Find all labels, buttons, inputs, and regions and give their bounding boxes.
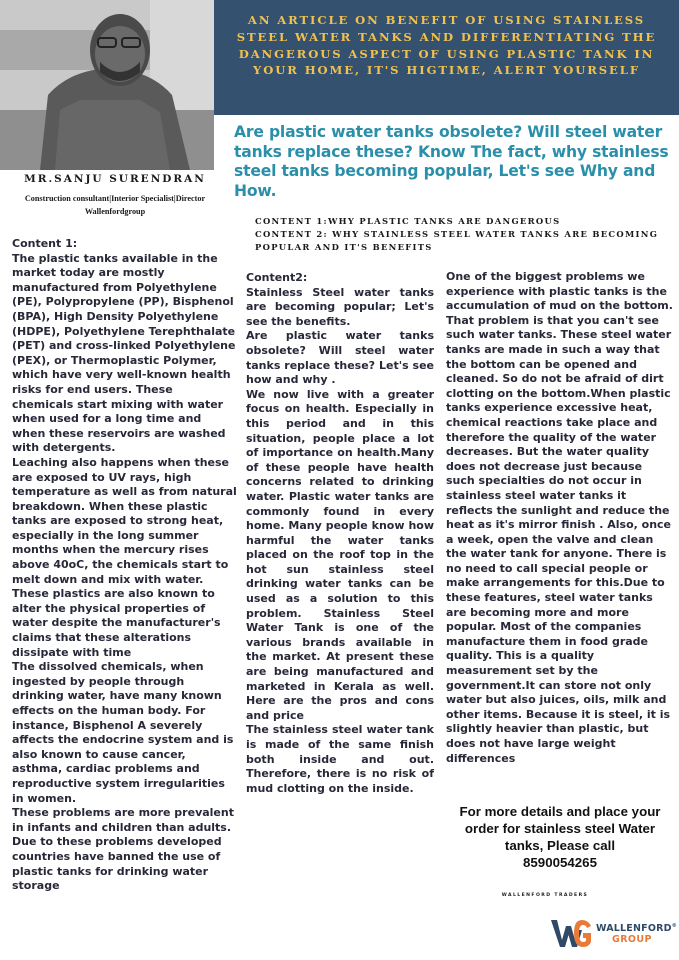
contents-list xyxy=(255,215,675,254)
contents-item-2: CONTENT 2: WHY STAINLESS STEEL WATER TANKS ARE BECOMING POPULAR AND IT'S BENEFITS xyxy=(255,229,659,252)
author-role-title: Construction consultant|Interior Specialist|Director xyxy=(24,194,206,203)
logo-wordmark xyxy=(596,921,677,945)
article-subtitle: Are plastic water tanks obsolete? Will steel water tanks replace these? Know The fact, why stainless steel tanks becoming popular, Let's see Why and How. xyxy=(234,123,669,200)
call-to-action xyxy=(445,803,675,871)
column1-paragraph: The dissolved chemicals, when ingested by people through drinking water, have many known effects on the human body. For instance, Bisphenol A severely affects the endocrine system and is also known to cause cancer, asthma, cardiac problems and reproductive system irregularities in women. xyxy=(12,660,234,805)
column2-paragraph: Stainless Steel water tanks are becoming popular; Let's see the benefits. xyxy=(246,285,434,328)
column3-paragraph: One of the biggest problems we experience with plastic tanks is the accumulation of mud on the bottom. That problem is that you can't see such water tanks. These steel water tanks are made in such a way that the bottom can be opened and cleaned. So do not be afraid of dirt clotting on the bottom.When plastic tanks experience excessive heat, chemical reactions take place and therefore the quality of the water decreases. But the water quality does not decrease just because such specialties do not occur in stainless steel water tanks it reflects the sunlight and reduce the heat as it's mirror finish . Also, once a week, open the valve and clean the water tank for anyone. There is no need to call special people or make arrangements for this.Due to these features, steel water tanks are becoming more and more popular. Most of the companies manufacture them in food grade quality. This is a quality measurement set by the government.It can store not only water but also juices, oils, milk and other items. Because it is steel, it is slightly heavier than plastic, but does not have large weight differences xyxy=(446,270,673,765)
wg-monogram-icon xyxy=(550,916,592,950)
cta-text: For more details and place your order for stainless steel Water tanks, Please call xyxy=(459,804,661,853)
column-content-2 xyxy=(246,271,434,796)
column1-heading: Content 1: xyxy=(12,237,78,250)
column1-paragraph: The plastic tanks available in the market today are mostly manufactured from Polyethylene (PE), Polypropylene (PP), Bisphenol (BPA), High Density Polyethylene (HDPE), Polyethylene Terephthalate (PET) and cross-linked Polyethylene (PEX), or Thermoplastic Polymer, which have very well-known health risks for end users. These chemicals start mixing with water when used for a long time and when these reservoirs are washed with detergents. xyxy=(12,251,236,455)
column2-heading: Content2: xyxy=(246,271,308,284)
title-banner xyxy=(214,0,679,115)
cta-phone[interactable]: 8590054265 xyxy=(523,855,597,870)
author-portrait-icon xyxy=(0,0,214,170)
column-content-1 xyxy=(12,237,237,894)
logo-line1: WALLENFORD xyxy=(596,923,672,935)
author-role xyxy=(0,192,230,218)
column1-paragraph: These problems are more prevalent in infants and children than adults. Due to these problems developed countries have banned the use of plastic tanks for drinking water storage xyxy=(12,806,234,893)
author-name: MR.SANJU SURENDRAN xyxy=(24,173,206,185)
contents-item-1: CONTENT 1:WHY PLASTIC TANKS ARE DANGEROUS xyxy=(255,216,561,226)
wallenford-logo xyxy=(550,912,678,954)
author-photo xyxy=(0,0,214,170)
author-company: Wallenfordgroup xyxy=(84,207,146,216)
column1-paragraph: Leaching also happens when these are exposed to UV rays, high temperature as well as from natural breakdown. When these plastic tanks are exposed to strong heat, especially in the long summer months when the mercury rises above 40oC, the chemicals start to melt down and mix with water. These plastics are also known to alter the physical properties of water despite the manufacturer's claims that these alterations dissipate with time xyxy=(12,455,237,659)
column2-paragraph: We now live with a greater focus on health. Especially in this period and in this situation, people place a lot of importance on health.Many of these people have health concerns related to drinking water. Plastic water tanks are commonly found in every home. Many people know how harmful the water tanks placed on the roof top in the hot sun stainless steel drinking water tanks can be used as a solution to this problem. Stainless Steel Water Tank is one of the various brands available in the market. At present these are being manufactured and marketed in Kerala as well. Here are the pros and cons and price xyxy=(246,387,434,722)
traders-label: WALLENFORD TRADERS xyxy=(501,893,589,898)
column-content-3 xyxy=(446,270,674,766)
column2-paragraph: The stainless steel water tank is made of the same finish both inside and out. Therefore, there is no risk of mud clotting on the inside. xyxy=(246,723,434,795)
article-title: AN ARTICLE ON BENEFIT OF USING STAINLESS STEEL WATER TANKS AND DIFFERENTIATING THE DANGEROUS ASPECT OF USING PLASTIC TANK IN YOUR HOME, IT'S HIGTIME, ALERT YOURSELF xyxy=(236,13,657,78)
column2-paragraph: Are plastic water tanks obsolete? Will steel water tanks replace these? Let's see how and why . xyxy=(246,329,434,387)
registered-mark: ® xyxy=(671,922,677,929)
logo-line2: GROUP xyxy=(612,934,652,946)
